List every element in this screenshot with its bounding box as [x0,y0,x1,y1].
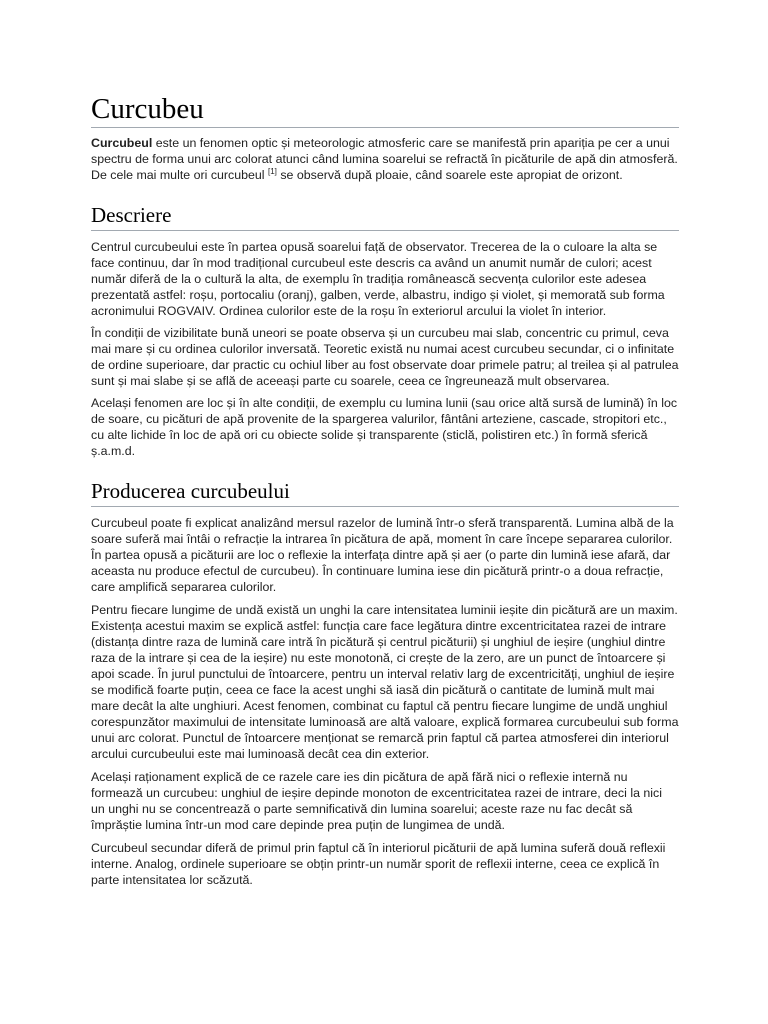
intro-paragraph [91,135,679,183]
descriere-paragraph-3: Același fenomen are loc și în alte condiții, de exemplu cu lumina lunii (sau orice altă sursă de lumină) în loc de soare, cu picături de apă provenite de la spargerea valurilor, fântâni arteziene, cascade, stropitori etc., cu alte lichide în loc de apă ori cu obiecte solide și transparente (sticlă, polistiren etc.) în formă sferică ș.a.m.d. [91,396,678,458]
descriere-paragraph-1: Centrul curcubeului este în partea opusă soarelui față de observator. Trecerea de la o culoare la alta se face continuu, dar în mod tradițional curcubeul este descris ca având un anumit număr de culori; acest număr diferă de la o cultură la alta, de exemplu în tradiția românească secvența culorilor este adesea prezentată astfel: roșu, portocaliu (oranj), galben, verde, albastru, indigo și violet, și memorată sub forma acronimului ROGVAIV. Ordinea culorilor este de la roșu în exteriorul arcului la violet în interior. [91,240,665,318]
producerea-paragraph-2: Pentru fiecare lungime de undă există un unghi la care intensitatea luminii ieșite din picătură are un maxim. Existența acestui maxim se explică astfel: funcția care face legătura dintre excentricitatea razei de intrare (distanța dintre raza de lumină care intră în picătură și centrul picăturii) și unghiul de ieșire (unghiul dintre raza de la intrare și cea de la ieșire) nu este monotonă, ci crește de la zero, are un punct de întoarcere și apoi scade. În jurul punctului de întoarcere, pentru un interval relativ larg de excentricități, unghiul de ieșire se modifică foarte puțin, ceea ce face la acest unghi să iasă din picătură o cantitate de lumină mult mai mare decât la alte unghiuri. Acest fenomen, combinat cu faptul că pentru fiecare lungime de undă unghiul corespunzător maximului de intensitate luminoasă are altă valoare, explică formarea curcubeului sub forma unui arc colorat. Punctul de întoarcere menționat se remarcă prin faptul că partea atmosferei din interiorul arcului curcubeului este mai luminoasă decât cea din exterior. [91,603,679,761]
page-title: Curcubeu [91,92,679,128]
intro-text-part-2: se observă după ploaie, când soarele este apropiat de orizont. [276,168,623,182]
section-heading-producerea: Producerea curcubeului [91,478,679,507]
producerea-paragraph-3: Același raționament explică de ce razele care ies din picătura de apă fără nici o reflexie internă nu formează un curcubeu: unghiul de ieșire depinde monoton de excentricitatea razei de intrare, deci la nici un unghi nu se concentrează o parte semnificativă din lumina soarelui; aceste raze nu fac decât să împrăștie lumina într-un mod care depinde prea puțin de lungimea de undă. [91,770,662,832]
section-heading-descriere: Descriere [91,202,679,231]
producerea-paragraph-1: Curcubeul poate fi explicat analizând mersul razelor de lumină într-o sferă transparentă. Lumina albă de la soare suferă mai întâi o refracție la intrarea în picătura de apă, moment în care începe separarea culorilor. În partea opusă a picăturii are loc o reflexie la interfața dintre apă și aer (o parte din lumină iese afară, dar aceasta nu produce efectul de curcubeu). În continuare lumina iese din picătură printr-o a doua refracție, care amplifică separarea culorilor. [91,516,674,594]
intro-text-part-1: este un fenomen optic și meteorologic atmosferic care se manifestă prin apariția pe cer a unui spectru de forma unui arc colorat atunci când lumina soarelui se refractă în picăturile de apă din atmosferă. De cele mai multe ori curcubeul [91,136,678,182]
article [91,0,679,888]
descriere-paragraph-2: În condiții de vizibilitate bună uneori se poate observa și un curcubeu mai slab, concentric cu primul, ceva mai mare și cu ordinea culorilor inversată. Teoretic există nu numai acest curcubeu secundar, ci o infinitate de ordine superioare, dar practic cu ochiul liber au fost observate doar primele patru; al treilea și al patrulea sunt și mai slabe și se află de aceeași parte cu soarele, ceea ce îngreunează mult observarea. [91,326,679,388]
producerea-paragraph-4: Curcubeul secundar diferă de primul prin faptul că în interiorul picăturii de apă lumina suferă două reflexii interne. Analog, ordinele superioare se obțin printr-un număr sporit de reflexii interne, ceea ce explică în parte intensitatea lor scăzută. [91,841,666,887]
intro-lead-term: Curcubeul [91,136,153,150]
footnote-link[interactable]: [1] [267,166,277,176]
